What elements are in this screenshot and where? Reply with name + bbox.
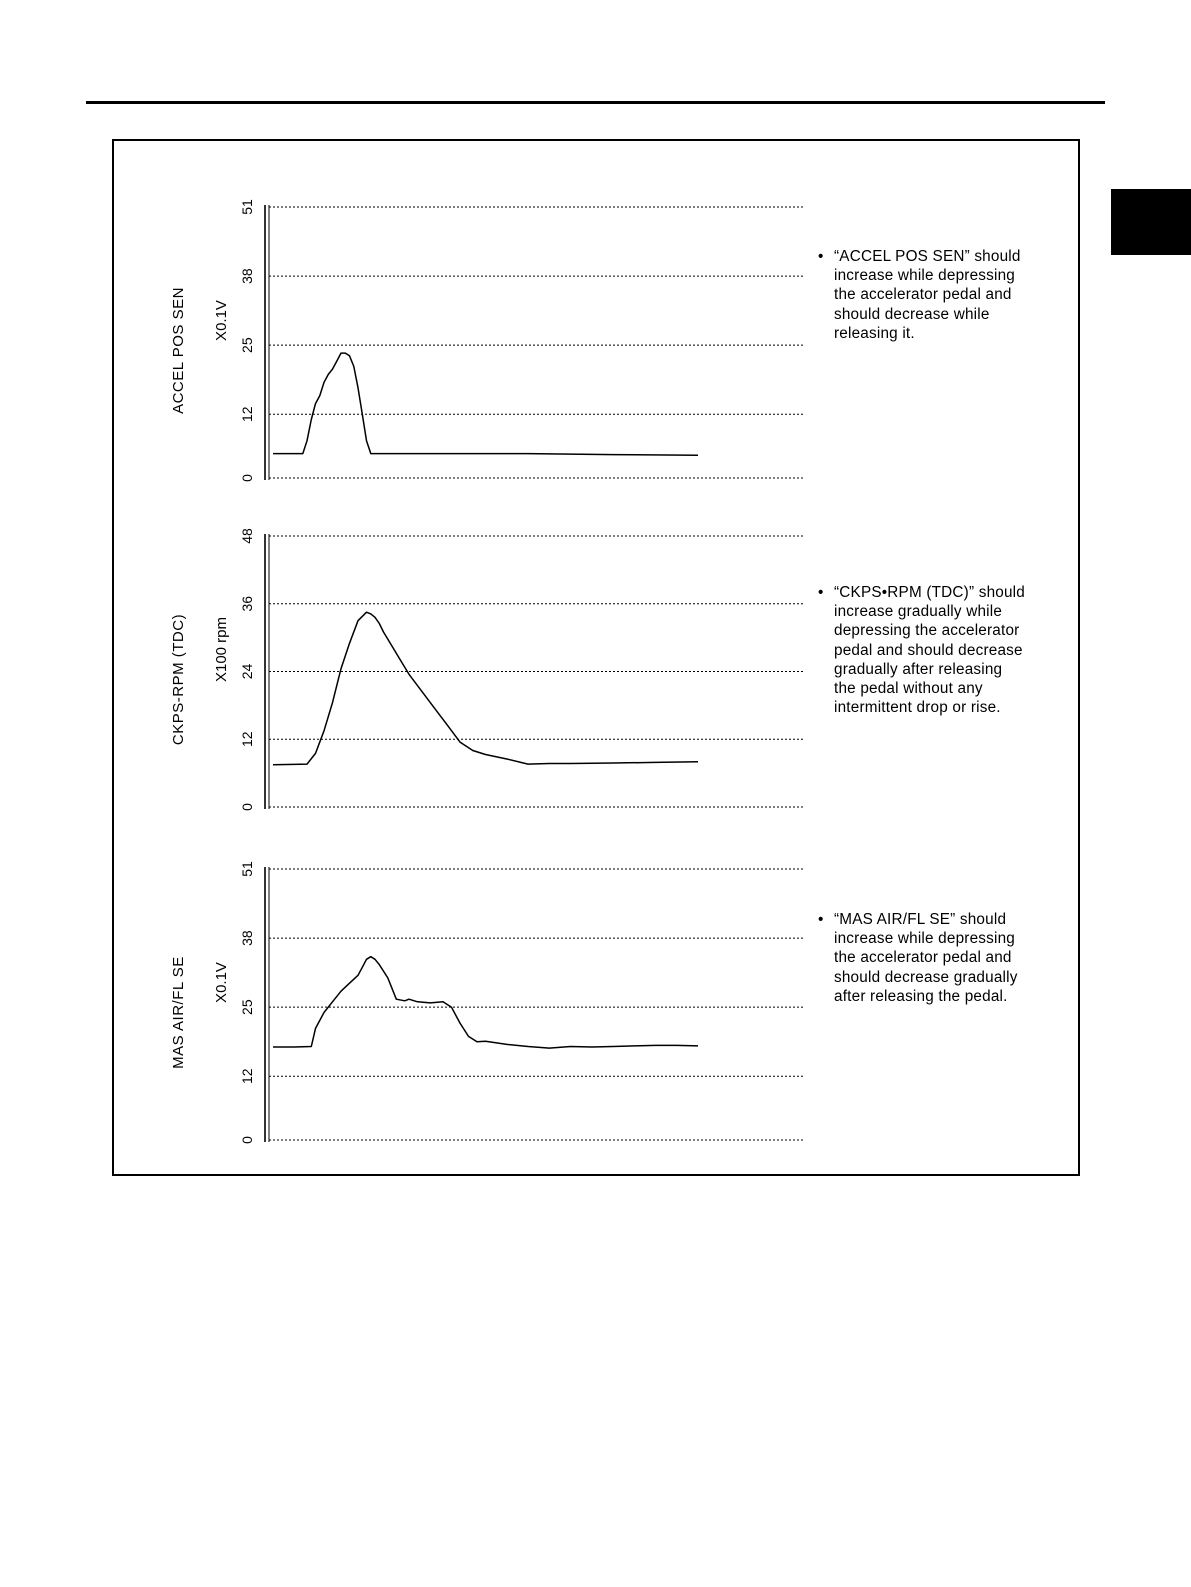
y-tick-label: 24	[239, 663, 255, 680]
series-line	[273, 612, 698, 765]
y-unit-label: X0.1V	[213, 962, 230, 1003]
y-unit-label: X100 rpm	[213, 616, 230, 683]
series-label: CKPS-RPM (TDC)	[170, 613, 187, 746]
note-bullet: •	[818, 584, 824, 601]
y-tick-label: 12	[239, 731, 255, 748]
y-tick-label: 12	[239, 406, 255, 423]
note-text: “MAS AIR/FL SE” should increase while depressing the accelerator pedal and should decrease gradually after releasing the pedal.	[834, 911, 1018, 1005]
y-tick-label: 48	[239, 528, 255, 544]
y-unit-label: X0.1V	[213, 300, 230, 341]
y-tick-label: 38	[239, 930, 255, 946]
note-bullet: •	[818, 248, 824, 265]
series-label: ACCEL POS SEN	[170, 287, 187, 414]
y-tick-label: 38	[239, 268, 255, 284]
series-line	[273, 353, 698, 455]
y-tick-label: 0	[239, 803, 255, 811]
series-label: MAS AIR/FL SE	[170, 956, 187, 1069]
series-line	[273, 957, 698, 1048]
note-accel-pos-sen	[818, 247, 1048, 343]
y-tick-label: 51	[239, 861, 255, 877]
note-text: “ACCEL POS SEN” should increase while depressing the accelerator pedal and should decrease while releasing it.	[834, 248, 1021, 342]
note-bullet: •	[818, 911, 824, 928]
note-ckps-rpm	[818, 583, 1048, 717]
y-tick-label: 0	[239, 1136, 255, 1144]
y-tick-label: 51	[239, 199, 255, 215]
note-mas-air	[818, 910, 1048, 1006]
y-tick-label: 25	[239, 999, 255, 1015]
note-text: “CKPS•RPM (TDC)” should increase gradually while depressing the accelerator pedal and should decrease gradually after releasing the pedal without any intermittent drop or rise.	[834, 584, 1025, 717]
y-tick-label: 12	[239, 1068, 255, 1085]
y-tick-label: 0	[239, 474, 255, 482]
y-tick-label: 36	[239, 595, 255, 612]
y-tick-label: 25	[239, 337, 255, 353]
